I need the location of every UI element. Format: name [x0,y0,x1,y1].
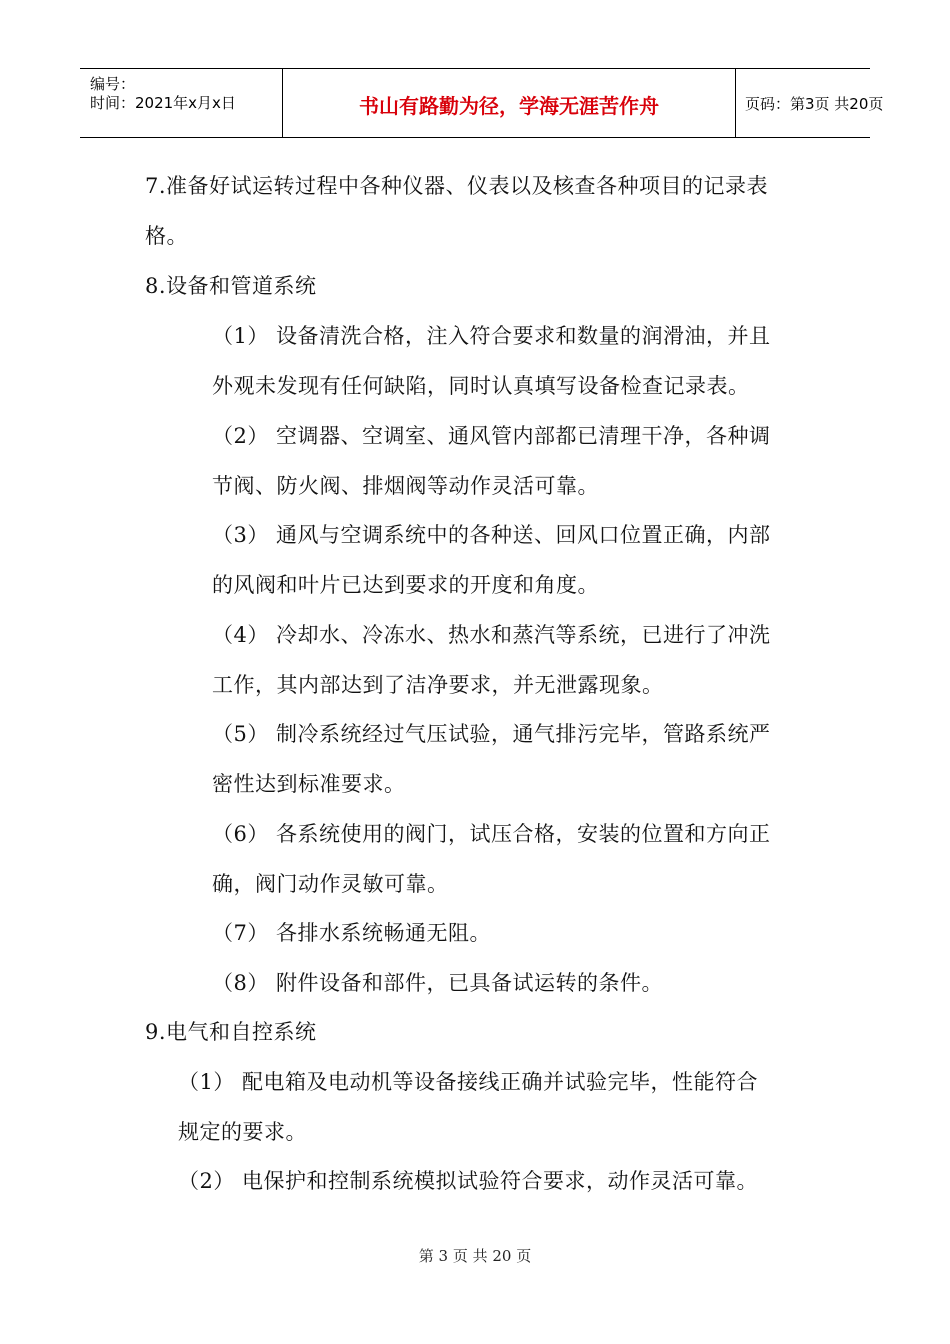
item-8-5-line-2: 密性达到标准要求。 [212,772,406,796]
header-motto: 书山有路勤为径，学海无涯苦作舟 [359,94,659,118]
item-8-2-line-2: 节阀、防火阀、排烟阀等动作灵活可靠。 [212,474,599,498]
item-8-1-line-1: （1） 设备清洗合格，注入符合要求和数量的润滑油，并且 [212,324,771,348]
item-8-7: （7） 各排水系统畅通无阻。 [212,921,492,945]
section-9-heading: 9.电气和自控系统 [145,1020,317,1044]
document-number-label: 编号： [90,75,136,93]
section-8-heading: 8.设备和管道系统 [145,274,317,298]
item-8-3-line-2: 的风阀和叶片已达到要求的开度和角度。 [212,573,599,597]
item-8-5-line-1: （5） 制冷系统经过气压试验，通气排污完毕，管路系统严 [212,722,771,746]
item-9-2: （2） 电保护和控制系统模拟试验符合要求，动作灵活可靠。 [178,1169,759,1193]
item-9-1-line-2: 规定的要求。 [178,1120,307,1144]
item-8-4-line-2: 工作，其内部达到了洁净要求，并无泄露现象。 [212,673,664,697]
item-7-line-1: 7.准备好试运转过程中各种仪器、仪表以及核查各种项目的记录表 [145,174,769,198]
header-left-cell [80,69,282,137]
header-middle-cell [282,69,736,137]
item-8-4-line-1: （4） 冷却水、冷冻水、热水和蒸汽等系统，已进行了冲洗 [212,623,771,647]
item-7-line-2: 格。 [145,224,188,248]
document-header [80,68,884,138]
item-8-2-line-1: （2） 空调器、空调室、通风管内部都已清理干净，各种调 [212,424,771,448]
item-8-3-line-1: （3） 通风与空调系统中的各种送、回风口位置正确，内部 [212,523,771,547]
header-right-cell [735,69,884,137]
item-8-6-line-2: 确，阀门动作灵敏可靠。 [212,872,449,896]
document-date: 时间：2021年x月x日 [90,94,236,112]
item-8-8: （8） 附件设备和部件，已具备试运转的条件。 [212,971,664,995]
header-page-info: 页码：第3页 共20页 [745,95,884,113]
page-footer: 第 3 页 共 20 页 [418,1247,532,1265]
item-8-6-line-1: （6） 各系统使用的阀门，试压合格，安装的位置和方向正 [212,822,771,846]
item-8-1-line-2: 外观未发现有任何缺陷，同时认真填写设备检查记录表。 [212,374,750,398]
item-9-1-line-1: （1） 配电箱及电动机等设备接线正确并试验完毕，性能符合 [178,1070,759,1094]
